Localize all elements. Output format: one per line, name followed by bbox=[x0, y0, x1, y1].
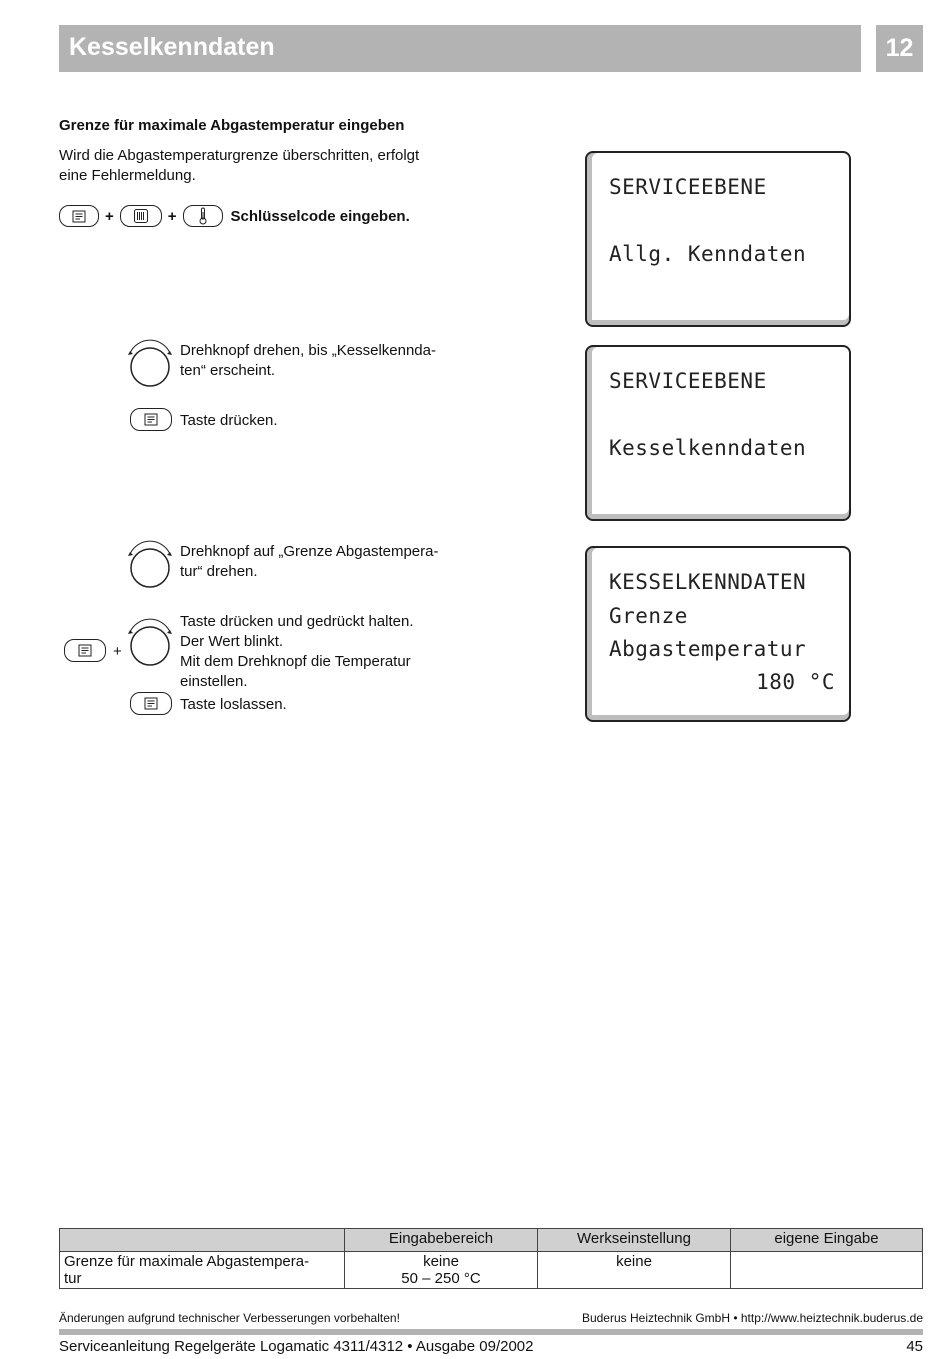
radiator-icon bbox=[133, 208, 149, 224]
lcd-line: Abgastemperatur bbox=[609, 637, 807, 661]
instruction-line: Taste drücken und gedrückt halten. bbox=[180, 613, 414, 630]
instruction-rotate-limit bbox=[180, 542, 438, 582]
instruction-press: Taste drücken. bbox=[180, 412, 278, 429]
table-cell-range bbox=[345, 1252, 538, 1289]
display-key-button[interactable] bbox=[130, 408, 172, 431]
chapter-header-bar bbox=[59, 25, 861, 72]
instruction-line: Der Wert blinkt. bbox=[180, 633, 284, 650]
instruction-rotate bbox=[180, 341, 436, 381]
rotary-knob[interactable] bbox=[126, 339, 174, 392]
lcd-line: SERVICEEBENE bbox=[609, 175, 767, 199]
lcd-line: Kesselkenndaten bbox=[609, 436, 807, 460]
table-header-cell: eigene Eingabe bbox=[731, 1229, 923, 1252]
instruction-line: Drehknopf auf „Grenze Abgastempera- bbox=[180, 543, 439, 560]
footer-divider bbox=[59, 1329, 923, 1335]
footer-disclaimer: Änderungen aufgrund technischer Verbesserungen vorbehalten! bbox=[59, 1311, 400, 1325]
display-key-button[interactable] bbox=[64, 639, 106, 662]
display-key-icon bbox=[144, 697, 158, 710]
lcd-line: Allg. Kenndaten bbox=[609, 242, 807, 266]
heating-key-button[interactable] bbox=[120, 205, 162, 227]
rotary-knob-icon bbox=[126, 618, 174, 666]
temperature-key-button[interactable] bbox=[183, 205, 223, 227]
intro-text bbox=[59, 146, 479, 186]
intro-line: eine Fehlermeldung. bbox=[59, 167, 196, 184]
table-cell-own-entry[interactable] bbox=[731, 1252, 923, 1289]
display-key-button[interactable] bbox=[59, 205, 99, 227]
cell-line: Grenze für maximale Abgastempera- bbox=[64, 1253, 310, 1270]
display-key-icon bbox=[144, 413, 158, 426]
intro-line: Wird die Abgastemperaturgrenze überschritten, erfolgt bbox=[59, 147, 420, 164]
table-cell-parameter bbox=[60, 1252, 345, 1289]
key-combination bbox=[59, 204, 410, 228]
rotary-knob[interactable] bbox=[126, 540, 174, 593]
display-key-button[interactable] bbox=[130, 692, 172, 715]
display-key-icon bbox=[72, 210, 86, 223]
key-combo-label: Schlüsselcode eingeben. bbox=[230, 207, 410, 225]
table-header-cell: Eingabebereich bbox=[345, 1229, 538, 1252]
instruction-line: Drehknopf drehen, bis „Kesselkennda- bbox=[180, 342, 436, 359]
lcd-line: Grenze bbox=[609, 604, 688, 628]
footer-document-title: Serviceanleitung Regelgeräte Logamatic 4311/4312 • Ausgabe 09/2002 bbox=[59, 1338, 534, 1355]
table-header-cell bbox=[60, 1229, 345, 1252]
cell-line: tur bbox=[64, 1270, 82, 1287]
lcd-temperature-value: 180 °C bbox=[756, 670, 835, 694]
display-key-icon bbox=[78, 644, 92, 657]
cell-line: 50 – 250 °C bbox=[401, 1270, 481, 1287]
footer-company: Buderus Heiztechnik GmbH • http://www.heiztechnik.buderus.de bbox=[581, 1311, 923, 1325]
section-heading: Grenze für maximale Abgastemperatur eingeben bbox=[59, 117, 405, 134]
lcd-display-service-boiler bbox=[585, 345, 851, 521]
instruction-line: ten“ erscheint. bbox=[180, 362, 276, 379]
instruction-line: einstellen. bbox=[180, 673, 248, 690]
cell-line: keine bbox=[423, 1253, 459, 1270]
rotary-knob[interactable] bbox=[126, 618, 174, 671]
lcd-display-service-general bbox=[585, 151, 851, 327]
rotary-knob-icon bbox=[126, 339, 174, 387]
page-number: 45 bbox=[906, 1338, 923, 1355]
instruction-hold bbox=[180, 612, 413, 692]
instruction-line: tur“ drehen. bbox=[180, 563, 258, 580]
instruction-line: Mit dem Drehknopf die Temperatur bbox=[180, 653, 411, 670]
table-row bbox=[60, 1252, 923, 1289]
chapter-title: Kesselkenndaten bbox=[69, 33, 275, 61]
table-header-cell: Werkseinstellung bbox=[538, 1229, 731, 1252]
table-header-row bbox=[60, 1229, 923, 1252]
plus-sign: + bbox=[167, 207, 177, 225]
rotary-knob-icon bbox=[126, 540, 174, 588]
instruction-release: Taste loslassen. bbox=[180, 696, 287, 713]
lcd-line: SERVICEEBENE bbox=[609, 369, 767, 393]
lcd-display-flue-gas-limit bbox=[585, 546, 851, 722]
thermometer-icon bbox=[198, 207, 208, 225]
table-cell-default: keine bbox=[538, 1252, 731, 1289]
plus-sign: + bbox=[105, 207, 114, 225]
parameter-table bbox=[59, 1228, 923, 1289]
chapter-number: 12 bbox=[876, 25, 923, 72]
plus-sign: + bbox=[113, 643, 122, 660]
lcd-line: KESSELKENNDATEN bbox=[609, 570, 807, 594]
